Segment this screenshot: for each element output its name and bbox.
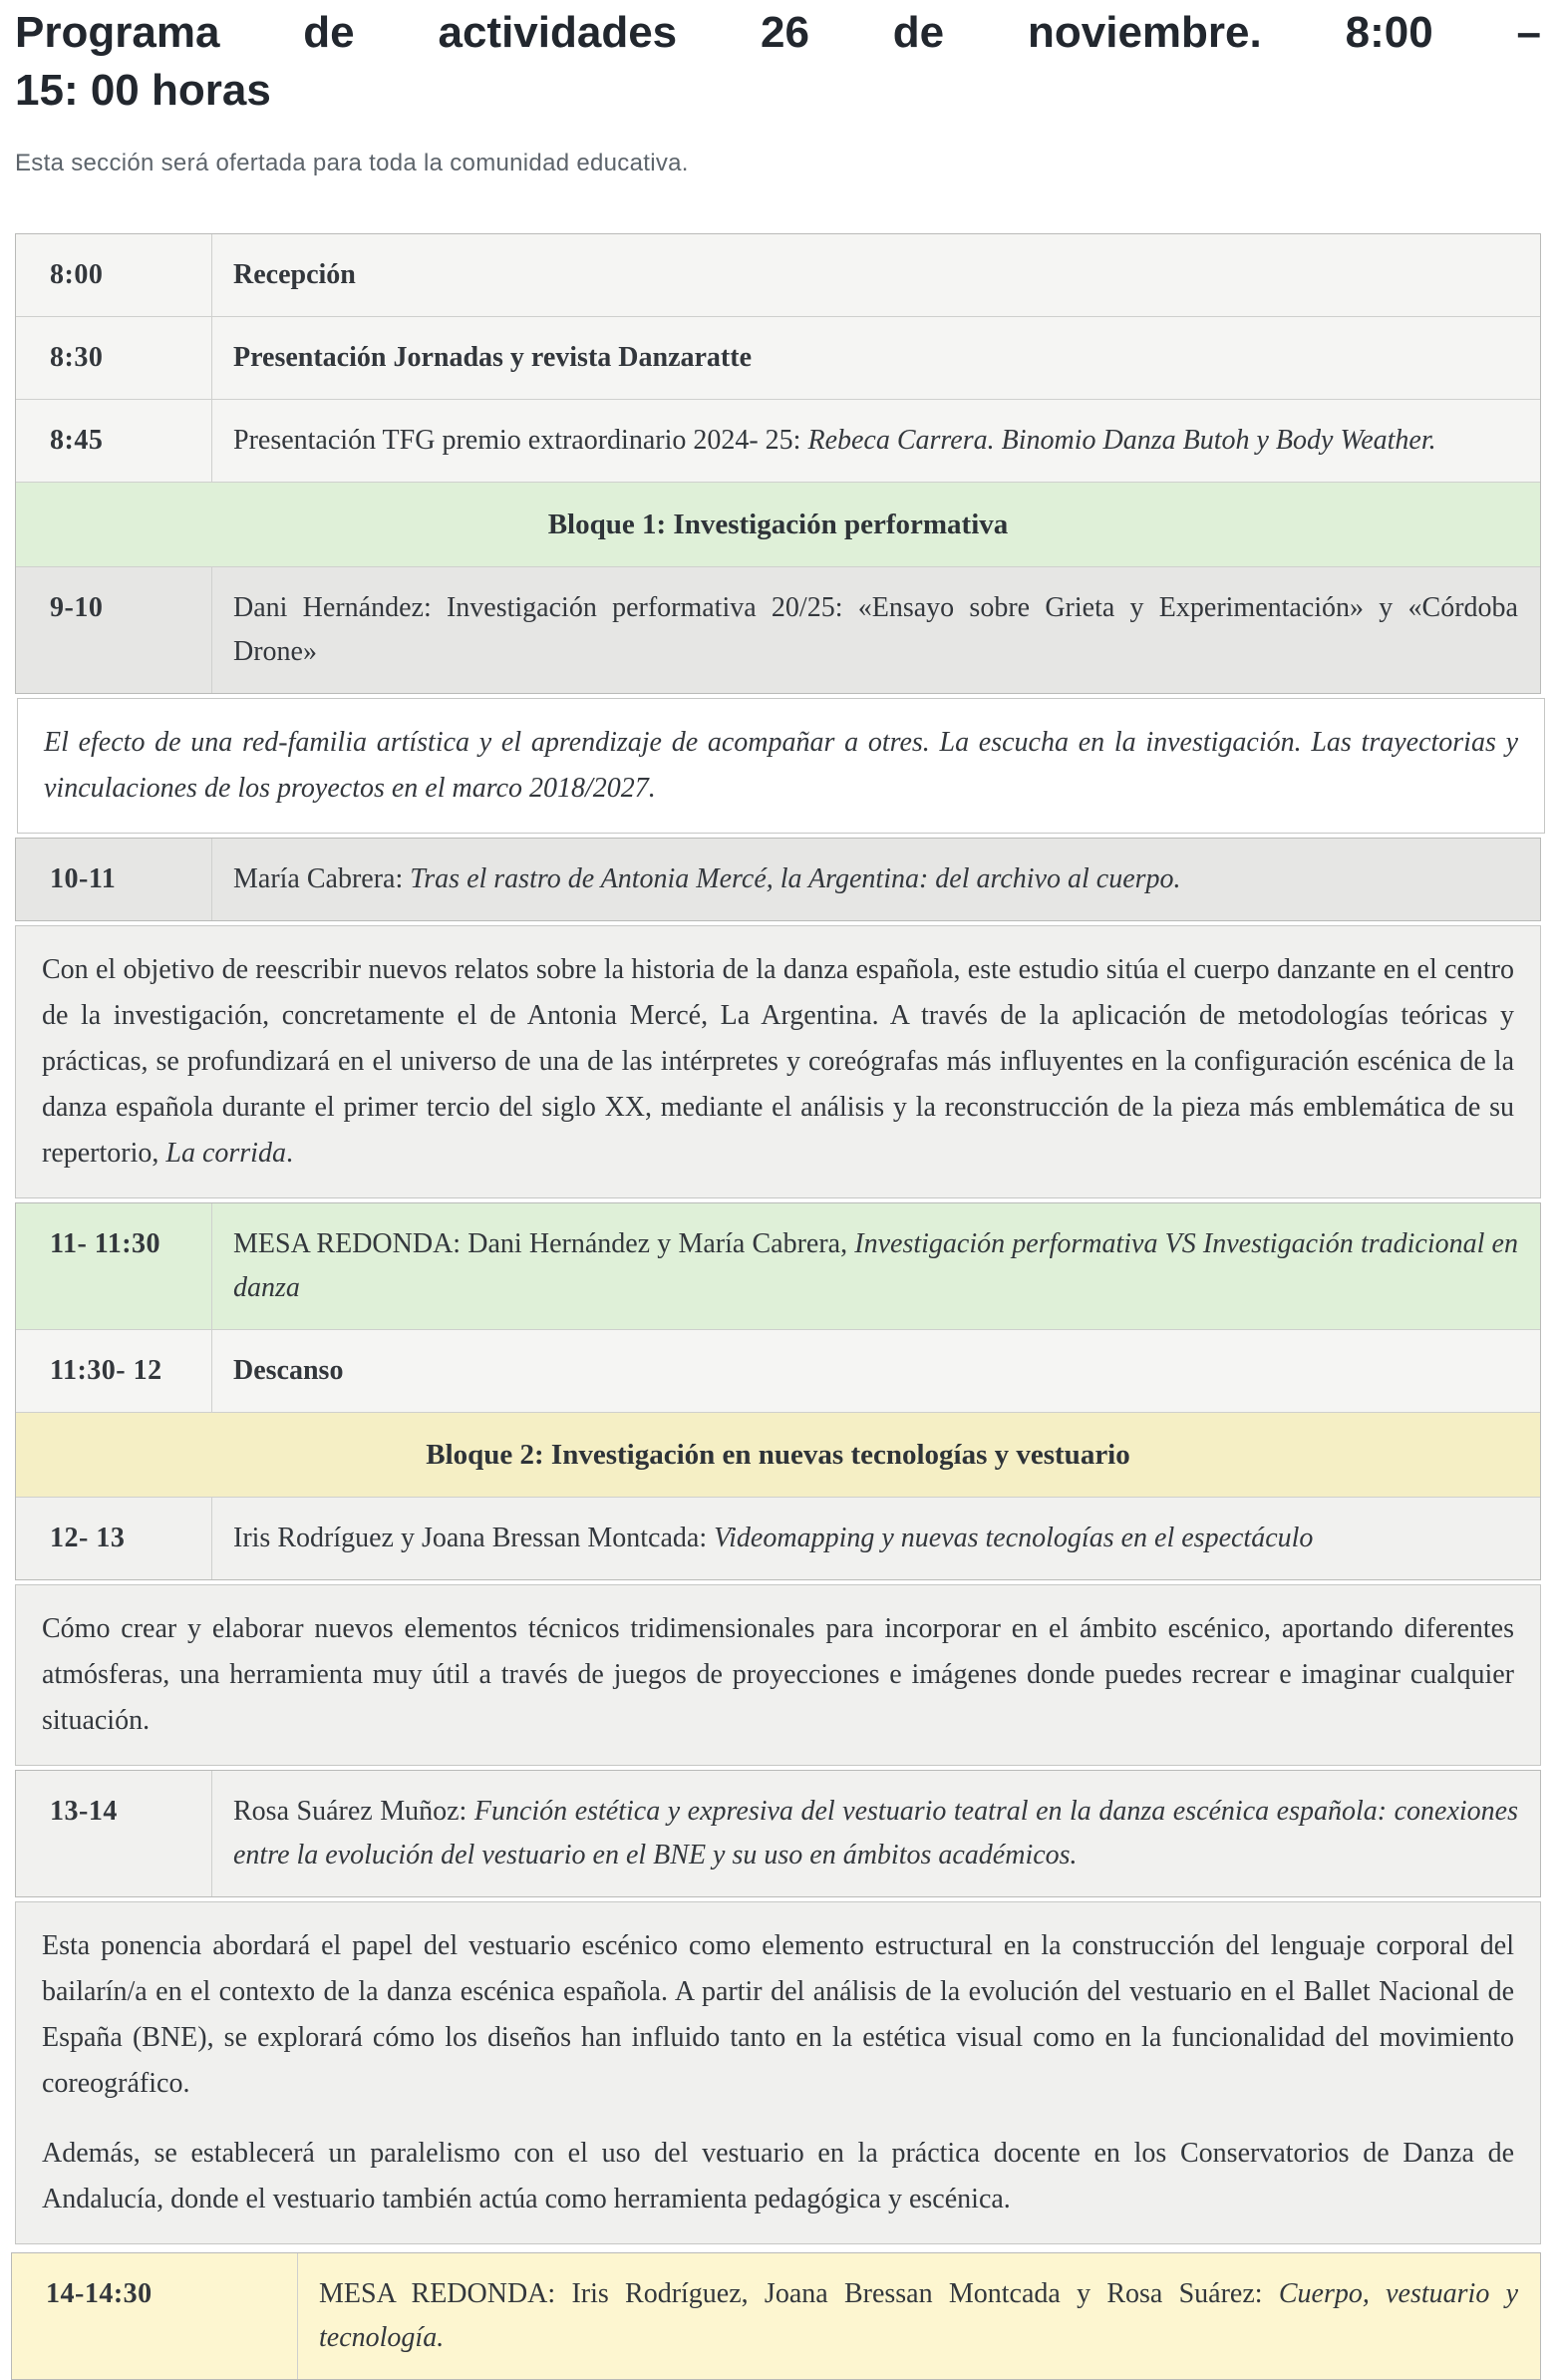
- time-cell: 14-14:30: [12, 2253, 298, 2379]
- row-8-00: [16, 234, 1540, 316]
- activity-italic: Función estética y expresiva del vestuario teatral en la danza escénica española: conexiones entre la evolución del vestuario en el BNE y su uso en ámbitos académicos.: [233, 1796, 1518, 1870]
- activity-italic: Cuerpo, vestuario y tecnología.: [319, 2278, 1519, 2353]
- row-10-11: [16, 839, 1540, 920]
- activity-cell: [212, 1203, 1540, 1329]
- schedule-table-midday: [15, 1202, 1541, 1580]
- time-cell: 10-11: [16, 839, 212, 920]
- row-9-10: [16, 566, 1540, 693]
- row-11-11-30: [16, 1203, 1540, 1329]
- activity-italic: Rebeca Carrera. Binomio Danza Butoh y Body Weather.: [807, 425, 1436, 456]
- time-cell: 11- 11:30: [16, 1203, 212, 1329]
- activity-cell: [212, 1498, 1540, 1579]
- activity-text: Presentación Jornadas y revista Danzaratte: [233, 342, 752, 373]
- description-text: Con el objetivo de reescribir nuevos relatos sobre la historia de la danza española, este estudio sitúa el cuerpo danzante en el centro de la investigación, concretamente el de Antonia Mercé, La Argentina. A través de la aplicación de metodologías teóricas y prácticas, se profundizará en el universo de una de las intérpretes y coreógrafas más influyentes en la configuración escénica de la danza española durante el primer tercio del siglo XX, mediante el análisis y la reconstrucción de la pieza más emblemática de su repertorio,: [42, 954, 1514, 1169]
- row-8-45: [16, 399, 1540, 482]
- schedule-table-13-14: [15, 1770, 1541, 1897]
- activity-cell: [212, 567, 1540, 693]
- time-cell: 12- 13: [16, 1498, 212, 1579]
- page-subtitle: Esta sección será ofertada para toda la comunidad educativa.: [15, 150, 689, 176]
- activity-text: MESA REDONDA: Dani Hernández y María Cabrera,: [233, 1228, 855, 1259]
- schedule-table-10-11: [15, 838, 1541, 921]
- time-cell: 11:30- 12: [16, 1330, 212, 1412]
- activity-text: Recepción: [233, 259, 356, 290]
- row-8-30: [16, 316, 1540, 399]
- page-title-line1: Programa de actividades 26 de noviembre. 8:00 –: [15, 8, 1541, 57]
- time-cell: 9-10: [16, 567, 212, 693]
- activity-text: María Cabrera:: [233, 863, 411, 894]
- block-banner-1: Bloque 1: Investigación performativa: [16, 482, 1540, 566]
- row-12-13: [16, 1497, 1540, 1579]
- activity-text: Dani Hernández: Investigación performativa 20/25: «Ensayo sobre Grieta y Experimentación» y «Córdoba Drone»: [233, 592, 1518, 667]
- page-title: [15, 0, 1541, 120]
- row-11-30-12: [16, 1329, 1540, 1412]
- page-title-line2: 15: 00 horas: [15, 66, 271, 115]
- time-cell: 13-14: [16, 1771, 212, 1896]
- activity-cell: [212, 839, 1540, 920]
- description-box-13-14: [15, 1901, 1541, 2244]
- activity-cell: [212, 317, 1540, 399]
- activity-italic: Videomapping y nuevas tecnologías en el espectáculo: [714, 1523, 1314, 1553]
- block-banner-2: Bloque 2: Investigación en nuevas tecnologías y vestuario: [16, 1412, 1540, 1497]
- activity-text: Rosa Suárez Muñoz:: [233, 1796, 474, 1827]
- description-box-10-11: [15, 925, 1541, 1198]
- description-paragraph-2: Además, se establecerá un paralelismo con el uso del vestuario en la práctica docente en los Conservatorios de Danza de Andalucía, donde el vestuario también actúa como herramienta pedagógica y escénica.: [42, 2138, 1514, 2214]
- activity-cell: [212, 1330, 1540, 1412]
- schedule: [15, 233, 1541, 2380]
- row-14-14-30: [12, 2253, 1540, 2379]
- time-cell: 8:00: [16, 234, 212, 316]
- activity-cell: [298, 2253, 1540, 2379]
- activity-text: Iris Rodríguez y Joana Bressan Montcada:: [233, 1523, 715, 1553]
- activity-text: Presentación TFG premio extraordinario 2024- 25:: [233, 425, 808, 456]
- description-box-9-10: [17, 698, 1545, 834]
- description-post: .: [285, 1138, 293, 1169]
- row-13-14: [16, 1771, 1540, 1896]
- activity-italic: Tras el rastro de Antonia Mercé, la Argentina: del archivo al cuerpo.: [410, 863, 1181, 894]
- time-cell: 8:30: [16, 317, 212, 399]
- activity-cell: [212, 234, 1540, 316]
- time-cell: 8:45: [16, 400, 212, 482]
- activity-text: Descanso: [233, 1355, 344, 1386]
- activity-text: MESA REDONDA: Iris Rodríguez, Joana Bressan Montcada y Rosa Suárez:: [319, 2278, 1279, 2309]
- schedule-table-final: [11, 2252, 1541, 2380]
- description-text: Cómo crear y elaborar nuevos elementos técnicos tridimensionales para incorporar en el ámbito escénico, aportando diferentes atmósferas, una herramienta muy útil a través de juegos de proyecciones e imágenes donde puedes recrear e imaginar cualquier situación.: [42, 1613, 1514, 1736]
- activity-cell: [212, 1771, 1540, 1896]
- activity-cell: [212, 400, 1540, 482]
- activity-italic: Investigación performativa VS Investigación tradicional en danza: [233, 1228, 1518, 1303]
- description-italic: La corrida: [165, 1138, 286, 1169]
- schedule-table-morning: [15, 233, 1541, 694]
- description-paragraph-1: Esta ponencia abordará el papel del vestuario escénico como elemento estructural en la construcción del lenguaje corporal del bailarín/a en el contexto de la danza escénica española. A partir del análisis de la evolución del vestuario en el Ballet Nacional de España (BNE), se explorará cómo los diseños han influido tanto en la estética visual como en la funcionalidad del movimiento coreográfico.: [42, 1930, 1514, 2099]
- description-box-12-13: [15, 1584, 1541, 1766]
- description-italic: El efecto de una red-familia artística y el aprendizaje de acompañar a otres. La escucha en la investigación. Las trayectorias y vinculaciones de los proyectos en el marco 2018/2027.: [44, 727, 1518, 804]
